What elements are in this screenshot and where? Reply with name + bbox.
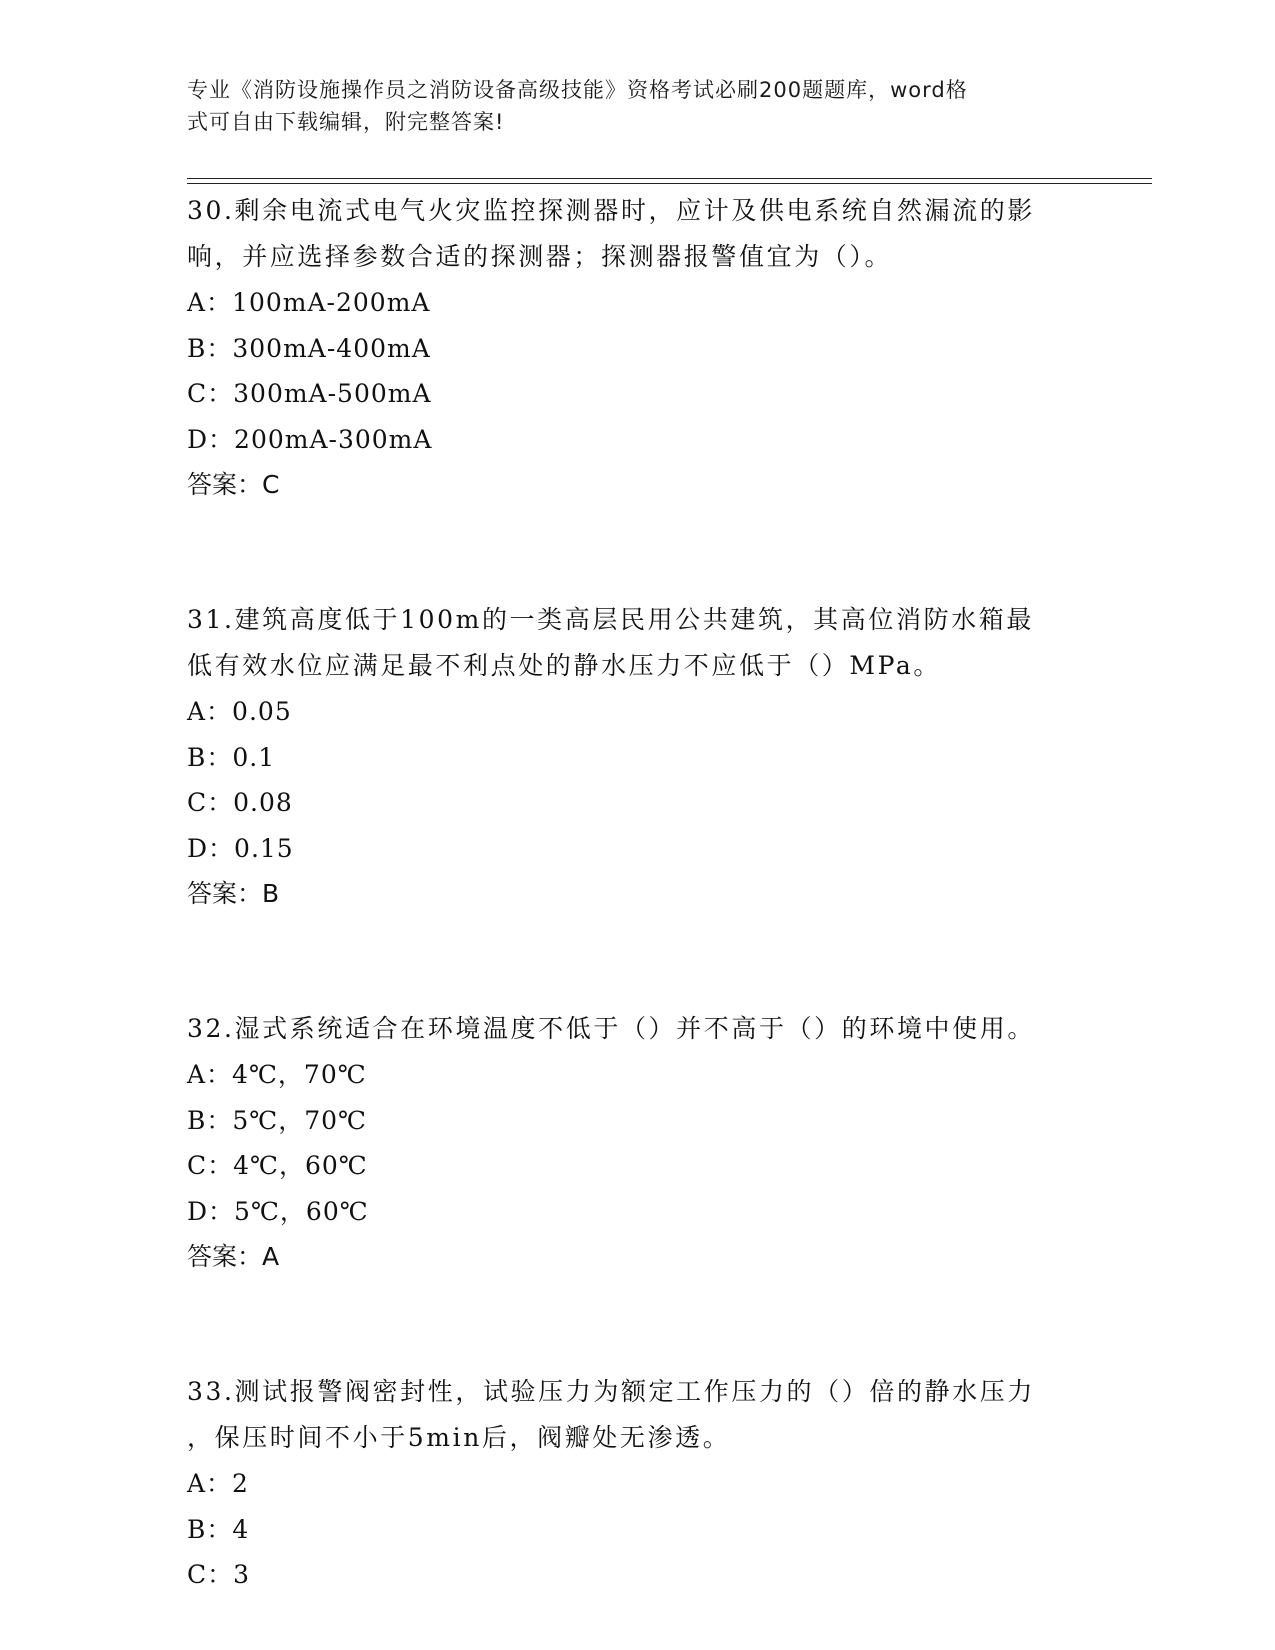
question-text-line: 响，并应选择参数合适的探测器；探测器报警值宜为（）。: [187, 242, 893, 271]
question-list: [187, 188, 1087, 1598]
question-text-line: 31.建筑高度低于100m的一类高层民用公共建筑，其高位消防水箱最: [187, 605, 1034, 634]
option-a: A：0.05: [187, 697, 292, 726]
question-33: [187, 1369, 1087, 1598]
header-divider-top: [187, 178, 1152, 179]
answer-line: 答案：C: [187, 470, 280, 499]
option-b: B：5℃，70℃: [187, 1105, 368, 1135]
question-text-line: 33.测试报警阀密封性，试验压力为额定工作压力的（）倍的静水压力: [187, 1377, 1035, 1406]
option-c: C：3: [187, 1560, 251, 1589]
header-line-1: 专业《消防设施操作员之消防设备高级技能》资格考试必刷200题题库，word格: [187, 78, 968, 102]
option-a: A：2: [187, 1469, 249, 1498]
option-b: B：0.1: [187, 742, 276, 772]
question-text-line: 30.剩余电流式电气火灾监控探测器时，应计及供电系统自然漏流的影: [187, 196, 1035, 225]
question-30: [187, 188, 1087, 508]
spacer: [187, 1280, 1087, 1369]
question-31: [187, 597, 1087, 917]
document-header: [187, 74, 1087, 138]
answer-line: 答案：A: [187, 1242, 280, 1271]
question-text-line: 低有效水位应满足最不利点处的静水压力不应低于（）MPa。: [187, 651, 942, 680]
option-a: A：100mA-200mA: [187, 288, 431, 317]
option-c: C：0.08: [187, 788, 293, 817]
answer-line: 答案：B: [187, 879, 280, 908]
option-c: C：300mA-500mA: [187, 379, 432, 408]
option-a: A：4℃，70℃: [187, 1060, 367, 1089]
option-d: D：5℃，60℃: [187, 1196, 369, 1226]
option-d: D：0.15: [187, 833, 294, 863]
option-c: C：4℃，60℃: [187, 1151, 368, 1180]
spacer: [187, 508, 1087, 597]
question-32: [187, 1006, 1087, 1280]
option-b: B：4: [187, 1514, 250, 1544]
header-divider-bottom: [187, 183, 1152, 184]
option-b: B：300mA-400mA: [187, 333, 431, 363]
question-text-line: 32.湿式系统适合在环境温度不低于（）并不高于（）的环境中使用。: [187, 1014, 1035, 1043]
header-line-2: 式可自由下载编辑，附完整答案!: [187, 110, 505, 134]
question-text-line: ，保压时间不小于5min后，阀瓣处无渗透。: [187, 1423, 731, 1452]
option-d: D：200mA-300mA: [187, 424, 433, 454]
spacer: [187, 917, 1087, 1006]
